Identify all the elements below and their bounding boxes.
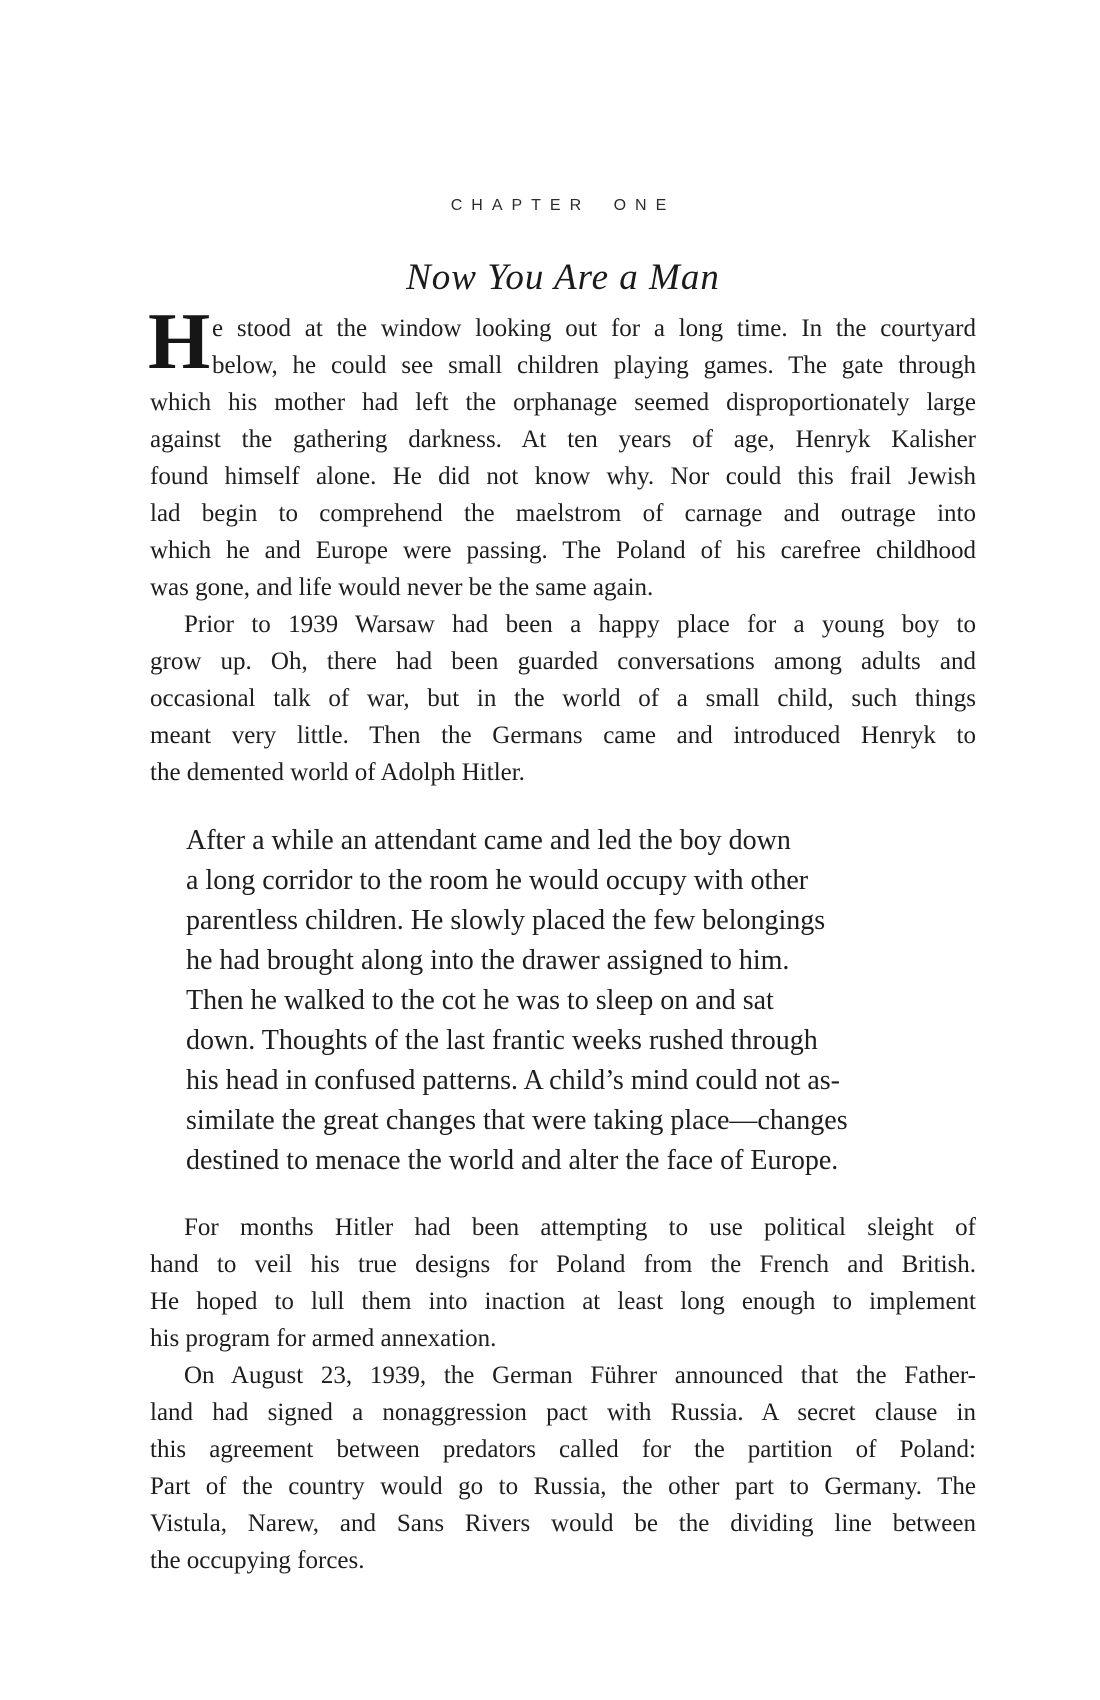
- text-line: the demented world of Adolph Hitler.: [150, 759, 525, 786]
- text-line: parentless children. He slowly placed the few belongings: [186, 905, 826, 936]
- text-line: which he and Europe were passing. The Poland of his carefree childhood: [150, 537, 976, 564]
- paragraph: [148, 298, 976, 606]
- chapter-title: Now You Are a Man: [406, 257, 720, 298]
- text-block: [150, 196, 976, 1579]
- text-line: land had signed a nonaggression pact with Russia. A secret clause in: [150, 1399, 976, 1426]
- body-text: [148, 298, 976, 1579]
- text-line: For months Hitler had been attempting to use political sleight of: [184, 1214, 976, 1241]
- text-line: this agreement between predators called for the partition of Poland:: [150, 1436, 976, 1463]
- text-line: After a while an attendant came and led the boy down: [186, 825, 791, 856]
- paragraph: [150, 1209, 976, 1357]
- chapter-heading: CHAPTER ONE: [450, 197, 676, 214]
- text-line: was gone, and life would never be the same again.: [150, 574, 654, 601]
- text-line: similate the great changes that were taking place—changes: [186, 1105, 848, 1136]
- text-line: against the gathering darkness. At ten years of age, Henryk Kalisher: [150, 426, 976, 453]
- text-line: the occupying forces.: [150, 1547, 365, 1574]
- text-line: Part of the country would go to Russia, the other part to Germany. The: [150, 1473, 976, 1500]
- text-line: On August 23, 1939, the German Führer announced that the Father-: [184, 1362, 976, 1389]
- text-line: he had brought along into the drawer assigned to him.: [186, 945, 790, 976]
- text-line: a long corridor to the room he would occupy with other: [186, 865, 809, 896]
- text-line: He hoped to lull them into inaction at least long enough to implement: [150, 1288, 976, 1315]
- text-line: which his mother had left the orphanage seemed disproportionately large: [150, 389, 976, 416]
- block-quote: [186, 821, 976, 1181]
- text-line: Vistula, Narew, and Sans Rivers would be the dividing line between: [150, 1510, 976, 1537]
- text-line: grow up. Oh, there had been guarded conversations among adults and: [150, 648, 976, 675]
- text-line: occasional talk of war, but in the world of a small child, such things: [150, 685, 976, 712]
- text-line: hand to veil his true designs for Poland from the French and British.: [150, 1251, 976, 1278]
- paragraph: [150, 1357, 976, 1579]
- text-line: meant very little. Then the Germans came and introduced Henryk to: [150, 722, 976, 749]
- text-line: his head in confused patterns. A child’s mind could not as-: [186, 1065, 841, 1096]
- text-line: Then he walked to the cot he was to sleep on and sat: [186, 985, 774, 1016]
- text-line: Prior to 1939 Warsaw had been a happy place for a young boy to: [184, 611, 976, 638]
- text-line: e stood at the window looking out for a long time. In the courtyard: [212, 315, 976, 342]
- text-line: his program for armed annexation.: [150, 1325, 497, 1352]
- paragraph: [150, 606, 976, 791]
- text-line: down. Thoughts of the last frantic weeks rushed through: [186, 1025, 818, 1056]
- text-line: lad begin to comprehend the maelstrom of carnage and outrage into: [150, 500, 976, 527]
- text-line: found himself alone. He did not know why. Nor could this frail Jewish: [150, 463, 976, 490]
- drop-cap: H: [148, 298, 211, 386]
- text-line: destined to menace the world and alter the face of Europe.: [186, 1145, 839, 1176]
- text-line: below, he could see small children playing games. The gate through: [212, 352, 976, 379]
